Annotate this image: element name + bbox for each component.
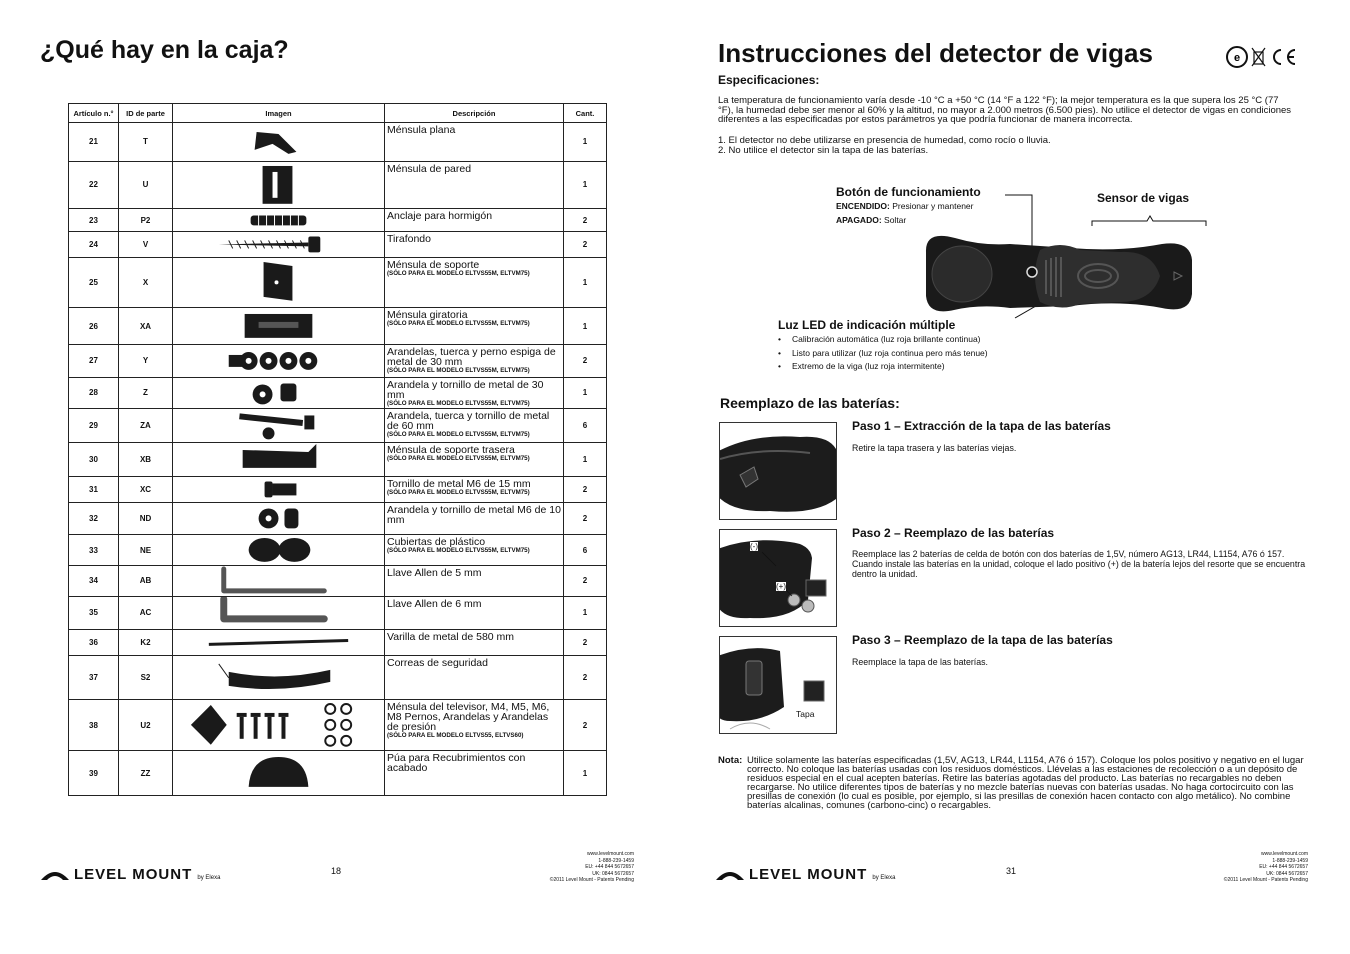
part-sketch-icon xyxy=(173,443,384,477)
table-row xyxy=(69,442,607,477)
part-description xyxy=(385,161,564,208)
step-1-text: Retire la tapa trasera y las baterías viejas. xyxy=(852,443,1017,453)
part-image xyxy=(173,655,385,700)
parts-table xyxy=(68,103,607,796)
step-3-text: Reemplace la tapa de las baterías. xyxy=(852,657,988,667)
part-id: V xyxy=(119,232,173,258)
table-row xyxy=(69,535,607,566)
brand-name: LEVEL MOUNT xyxy=(749,866,868,883)
item-number: 28 xyxy=(69,377,119,408)
table-header-row xyxy=(69,104,607,123)
part-id: NE xyxy=(119,535,173,566)
part-sketch-icon xyxy=(173,209,384,232)
item-number: 32 xyxy=(69,503,119,535)
part-model-note: (SÓLO PARA EL MODELO ELTVS55M, ELTVM75) xyxy=(387,430,530,438)
table-row xyxy=(69,566,607,597)
item-number: 36 xyxy=(69,629,119,655)
part-image xyxy=(173,258,385,308)
part-model-note: (SÓLO PARA EL MODELO ELTVS55M, ELTVM75) xyxy=(387,547,530,555)
contact-eu: EU: +44 844 5672657 xyxy=(1259,864,1308,870)
part-quantity: 2 xyxy=(564,503,607,535)
part-description xyxy=(385,258,564,308)
spec-list xyxy=(718,136,1051,156)
step-1-image xyxy=(719,422,837,520)
item-number: 29 xyxy=(69,408,119,442)
part-id: U xyxy=(119,161,173,208)
table-row xyxy=(69,123,607,162)
part-model-note: (SÓLO PARA EL MODELO ELTVS55M, ELTVM75) xyxy=(387,366,530,374)
part-image xyxy=(173,308,385,345)
part-description xyxy=(385,344,564,377)
part-quantity: 2 xyxy=(564,232,607,258)
sensor-label: Sensor de vigas xyxy=(1097,191,1190,205)
part-id: P2 xyxy=(119,208,173,232)
part-id: X xyxy=(119,258,173,308)
svg-text:e: e xyxy=(1233,52,1241,64)
part-sketch-icon xyxy=(173,409,384,442)
table-row xyxy=(69,751,607,796)
part-image xyxy=(173,377,385,408)
table-row xyxy=(69,258,607,308)
part-description xyxy=(385,408,564,442)
part-image xyxy=(173,123,385,162)
step-2-image xyxy=(719,529,837,627)
table-row xyxy=(69,232,607,258)
table-row xyxy=(69,208,607,232)
header-description: Descripción xyxy=(385,104,564,123)
part-image xyxy=(173,566,385,597)
contact-uk: UK: 0844 5672657 xyxy=(592,870,634,877)
table-row xyxy=(69,503,607,535)
table-row xyxy=(69,344,607,377)
part-description-text: Arandela y tornillo de metal de 30 mm xyxy=(387,378,544,401)
certification-marks-icon xyxy=(1225,45,1297,69)
list-item: • Calibración automática (luz roja brillante continua) xyxy=(778,333,988,347)
part-quantity: 2 xyxy=(564,566,607,597)
part-description-text: Correas de seguridad xyxy=(387,656,488,669)
part-description-text: Anclaje para hormigón xyxy=(387,209,493,222)
part-description xyxy=(385,442,564,477)
part-id: Y xyxy=(119,344,173,377)
part-quantity: 2 xyxy=(564,655,607,700)
item-number: 39 xyxy=(69,751,119,796)
brand-by: by Elexa xyxy=(872,875,896,881)
table-row xyxy=(69,655,607,700)
part-sketch-icon xyxy=(173,597,384,629)
cap-label: Tapa xyxy=(796,709,815,719)
part-quantity: 2 xyxy=(564,344,607,377)
logo-mark-icon xyxy=(715,866,745,882)
on-instruction: ENCENDIDO: Presionar y mantener xyxy=(836,201,974,211)
part-id: U2 xyxy=(119,700,173,751)
header-image: Imagen xyxy=(173,104,385,123)
part-description xyxy=(385,596,564,629)
part-sketch-icon xyxy=(173,308,384,344)
part-quantity: 6 xyxy=(564,535,607,566)
contact-phone: 1-888-239-1459 xyxy=(598,857,634,864)
item-number: 34 xyxy=(69,566,119,597)
part-sketch-icon xyxy=(173,232,384,257)
part-model-note: (SÓLO PARA EL MODELO ELTVS55, ELTVS60) xyxy=(387,732,524,740)
part-id: ZZ xyxy=(119,751,173,796)
part-id: AB xyxy=(119,566,173,597)
battery-note xyxy=(718,756,1308,810)
part-image xyxy=(173,442,385,477)
part-description xyxy=(385,377,564,408)
part-image xyxy=(173,408,385,442)
item-number: 27 xyxy=(69,344,119,377)
contact-copyright: ©2011 Level Mount - Patents Pending xyxy=(1223,877,1308,883)
contact-uk: UK: 0844 5672657 xyxy=(1266,870,1308,877)
contact-block xyxy=(520,851,634,884)
off-instruction: APAGADO: Soltar xyxy=(836,215,907,225)
part-description-text: Tornillo de metal M6 de 15 mm xyxy=(387,478,531,491)
part-model-note: (SÓLO PARA EL MODELO ELTVS55M, ELTVM75) xyxy=(387,489,530,497)
step-1-title: Paso 1 – Extracción de la tapa de las baterías xyxy=(852,419,1111,433)
contact-website: www.levelmount.com xyxy=(1261,851,1308,857)
part-description-text: Arandelas, tuerca y perno espiga de metal de 30 mm xyxy=(387,345,556,368)
part-image xyxy=(173,596,385,629)
item-number: 37 xyxy=(69,655,119,700)
part-quantity: 2 xyxy=(564,477,607,503)
item-number: 30 xyxy=(69,442,119,477)
page-number: 18 xyxy=(331,866,342,876)
part-description-text: Ménsula de soporte trasera xyxy=(387,443,515,456)
part-quantity: 1 xyxy=(564,161,607,208)
part-description-text: Ménsula de soporte xyxy=(387,259,480,272)
table-row xyxy=(69,408,607,442)
stud-detector-diagram xyxy=(920,190,1210,325)
table-row xyxy=(69,161,607,208)
part-description xyxy=(385,123,564,162)
minus-label: (-) xyxy=(750,542,758,551)
part-description xyxy=(385,308,564,345)
spec-paragraph: La temperatura de funcionamiento varía desde -10 °C a +50 °C (14 °F a 122 °F); la mejor temperatura es la que supera los 25 °C (77 °F), la humedad debe ser menor al 60% y la altitud, no mayor a 2.000 metros (6.500 pies). No utilice el detector de vigas en condiciones diferentes a las especificadas por estos parámetros ya que podría funcionar de manera incorrecta. xyxy=(718,95,1292,125)
page-title: Instrucciones del detector de vigas xyxy=(718,38,1153,68)
item-number: 38 xyxy=(69,700,119,751)
item-number: 35 xyxy=(69,596,119,629)
brand-name: LEVEL MOUNT xyxy=(74,866,193,883)
part-id: ZA xyxy=(119,408,173,442)
part-quantity: 6 xyxy=(564,408,607,442)
header-part-id: ID de parte xyxy=(119,104,173,123)
part-quantity: 2 xyxy=(564,700,607,751)
item-number: 21 xyxy=(69,123,119,162)
note-text: Utilice solamente las baterías especificadas (1,5V, AG13, LR44, L1154, A76 ó 157). Coloque los polos positivo y negativo en el lugar correcto. No coloque las baterías usadas con los residuos domésticos. Llévelas a las estaciones de recolección o a un depósito de residuos especial en el cual acepten baterías. Retire las baterías agotadas del producto. Las baterías no recargables no deben recargarse. No utilice diferentes tipos de baterías y no mezcle baterías nuevas con baterías usadas. No haga cortocircuito con las presillas de conexión (lo cual es posible, por ejemplo, si las presillas de conexión hacen contacto con algo metálico). No combine baterías alcalinas, comunes (carbono-cinc) o recargables. xyxy=(747,755,1304,811)
part-description xyxy=(385,629,564,655)
table-row xyxy=(69,377,607,408)
spec-heading: Especificaciones: xyxy=(718,73,820,87)
table-row xyxy=(69,596,607,629)
contact-website: www.levelmount.com xyxy=(587,851,634,857)
part-sketch-icon xyxy=(173,378,384,407)
header-item-number: Artículo n.° xyxy=(69,104,119,123)
page-title: ¿Qué hay en la caja? xyxy=(40,36,289,64)
item-number: 24 xyxy=(69,232,119,258)
part-description xyxy=(385,503,564,535)
item-number: 22 xyxy=(69,161,119,208)
part-image xyxy=(173,503,385,535)
part-description-text: Ménsula plana xyxy=(387,124,456,136)
led-status-list xyxy=(778,333,988,374)
part-description-text: Cubiertas de plástico xyxy=(387,536,486,549)
logo-mark-icon xyxy=(40,866,70,882)
page-number: 31 xyxy=(1006,866,1017,876)
part-quantity: 1 xyxy=(564,596,607,629)
item-number: 26 xyxy=(69,308,119,345)
part-id: XA xyxy=(119,308,173,345)
part-quantity: 1 xyxy=(564,258,607,308)
part-sketch-icon xyxy=(173,535,384,565)
part-description-text: Ménsula de pared xyxy=(387,162,472,175)
contact-eu: EU: +44 844 5672657 xyxy=(585,864,634,870)
part-id: ND xyxy=(119,503,173,535)
part-sketch-icon xyxy=(173,751,384,795)
led-label: Luz LED de indicación múltiple xyxy=(778,318,956,332)
part-description-text: Ménsula giratoria xyxy=(387,309,468,322)
part-description xyxy=(385,655,564,700)
part-id: K2 xyxy=(119,629,173,655)
list-item: • Listo para utilizar (luz roja continua pero más tenue) xyxy=(778,347,988,361)
part-image xyxy=(173,232,385,258)
part-sketch-icon xyxy=(173,162,384,208)
part-image xyxy=(173,700,385,751)
part-id: S2 xyxy=(119,655,173,700)
part-sketch-icon xyxy=(173,123,384,161)
part-description-text: Llave Allen de 6 mm xyxy=(387,597,482,610)
part-sketch-icon xyxy=(173,503,384,534)
part-quantity: 1 xyxy=(564,308,607,345)
part-sketch-icon xyxy=(173,656,384,700)
plus-label: (+) xyxy=(776,582,786,591)
part-description-text: Tirafondo xyxy=(387,233,431,246)
part-model-note: (SÓLO PARA EL MODELO ELTVS55M, ELTVM75) xyxy=(387,320,530,328)
part-model-note: (SÓLO PARA EL MODELO ELTVS55M, ELTVM75) xyxy=(387,399,530,407)
right-page xyxy=(675,0,1350,954)
part-model-note: (SÓLO PARA EL MODELO ELTVS55M, ELTVM75) xyxy=(387,270,530,278)
part-id: T xyxy=(119,123,173,162)
part-sketch-icon xyxy=(173,477,384,502)
part-quantity: 1 xyxy=(564,751,607,796)
part-quantity: 1 xyxy=(564,377,607,408)
table-row xyxy=(69,477,607,503)
step-3-image xyxy=(719,636,837,734)
part-quantity: 2 xyxy=(564,208,607,232)
list-item: • Extremo de la viga (luz roja intermitente) xyxy=(778,360,988,374)
item-number: 23 xyxy=(69,208,119,232)
part-description-text: Arandela y tornillo de metal M6 de 10 mm xyxy=(387,504,561,527)
part-quantity: 2 xyxy=(564,629,607,655)
part-image xyxy=(173,629,385,655)
step-3-title: Paso 3 – Reemplazo de la tapa de las baterías xyxy=(852,633,1113,647)
part-image xyxy=(173,751,385,796)
part-id: XC xyxy=(119,477,173,503)
part-description xyxy=(385,208,564,232)
contact-copyright: ©2011 Level Mount - Patents Pending xyxy=(549,877,634,883)
part-description-text: Púa para Recubrimientos con acabado xyxy=(387,752,526,775)
table-row xyxy=(69,700,607,751)
part-sketch-icon xyxy=(173,700,384,750)
part-description-text: Ménsula del televisor, M4, M5, M6, M8 Pernos, Arandelas y Arandelas de presión xyxy=(387,701,550,734)
item-number: 31 xyxy=(69,477,119,503)
item-number: 25 xyxy=(69,258,119,308)
part-description xyxy=(385,566,564,597)
battery-replacement-heading: Reemplazo de las baterías: xyxy=(720,395,900,411)
step-2-title: Paso 2 – Reemplazo de las baterías xyxy=(852,526,1055,540)
part-image xyxy=(173,535,385,566)
list-item: 1. El detector no debe utilizarse en presencia de humedad, como rocío o lluvia. xyxy=(718,135,1051,146)
table-row xyxy=(69,308,607,345)
part-description-text: Arandela, tuerca y tornillo de metal de 60 mm xyxy=(387,409,550,432)
part-image xyxy=(173,208,385,232)
part-sketch-icon xyxy=(173,258,384,307)
contact-phone: 1-888-239-1459 xyxy=(1272,857,1308,864)
brand-by: by Elexa xyxy=(197,875,221,881)
part-image xyxy=(173,477,385,503)
part-description xyxy=(385,232,564,258)
part-description-text: Varilla de metal de 580 mm xyxy=(387,630,515,643)
part-description xyxy=(385,477,564,503)
part-sketch-icon xyxy=(173,630,384,655)
table-row xyxy=(69,629,607,655)
part-description xyxy=(385,700,564,751)
part-id: Z xyxy=(119,377,173,408)
header-quantity: Cant. xyxy=(564,104,607,123)
operation-button-label: Botón de funcionamiento xyxy=(836,185,981,199)
part-image xyxy=(173,344,385,377)
note-label: Nota: xyxy=(718,755,743,766)
part-description-text: Llave Allen de 5 mm xyxy=(387,567,482,580)
list-item: 2. No utilice el detector sin la tapa de las baterías. xyxy=(718,145,929,156)
part-id: XB xyxy=(119,442,173,477)
part-description xyxy=(385,535,564,566)
part-description xyxy=(385,751,564,796)
part-sketch-icon xyxy=(173,566,384,596)
part-quantity: 1 xyxy=(564,123,607,162)
part-model-note: (SÓLO PARA EL MODELO ELTVS55M, ELTVM75) xyxy=(387,454,530,462)
step-2-text: Reemplace las 2 baterías de celda de botón con dos baterías de 1,5V, número AG13, LR44, L1154, A76 ó 157. Cuando instale las baterías en la unidad, coloque el lado positivo (+) de la batería lejos del resorte que se encuentra dentro la unidad. xyxy=(852,549,1306,579)
item-number: 33 xyxy=(69,535,119,566)
part-quantity: 1 xyxy=(564,442,607,477)
part-image xyxy=(173,161,385,208)
part-sketch-icon xyxy=(173,345,384,377)
contact-block xyxy=(1193,851,1308,884)
part-id: AC xyxy=(119,596,173,629)
